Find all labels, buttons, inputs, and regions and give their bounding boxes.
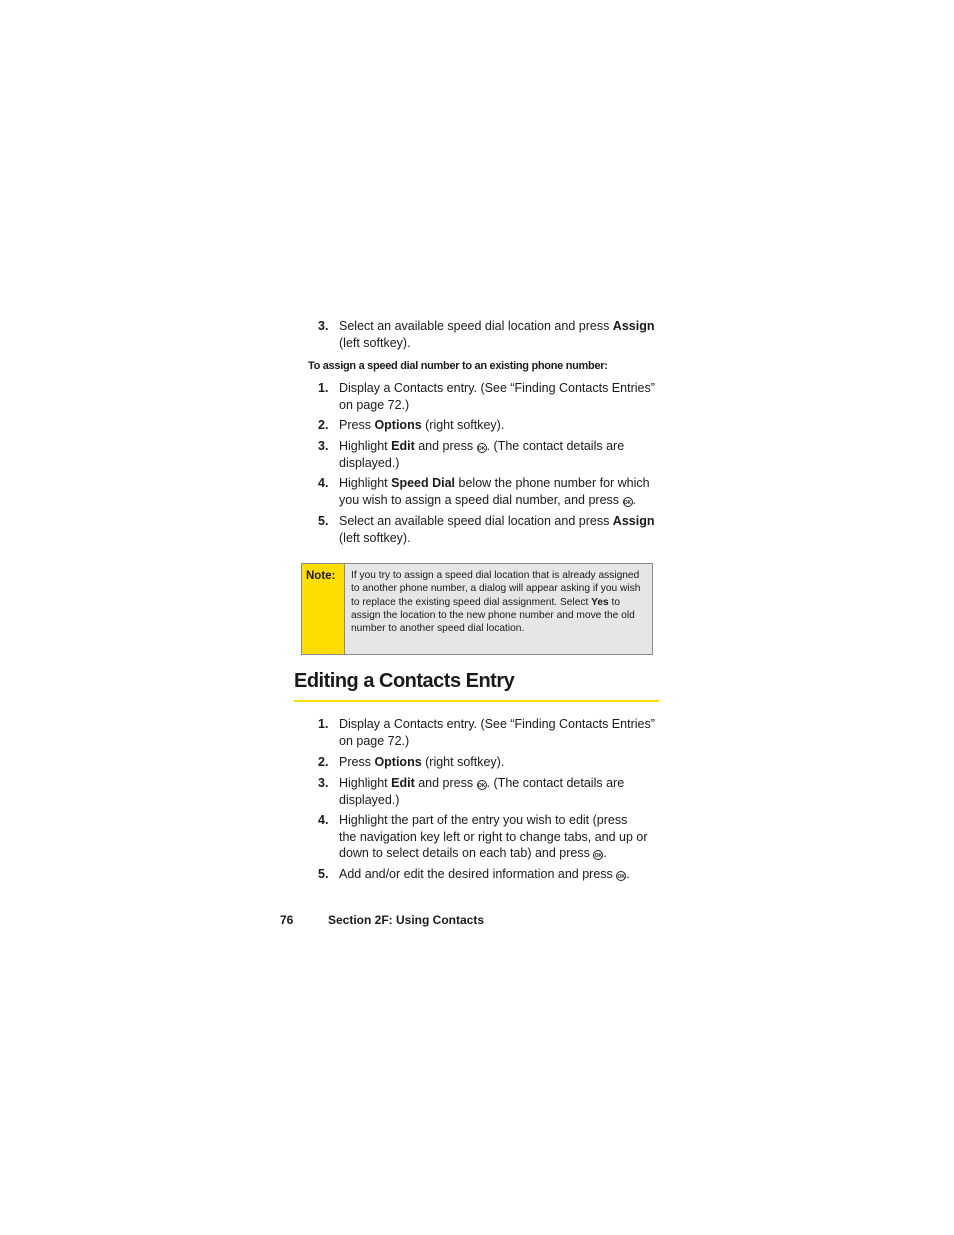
note-label-cell xyxy=(302,564,345,654)
section-title: Section 2F: Using Contacts xyxy=(328,913,485,927)
page-number: 76 xyxy=(280,913,294,927)
step-number: 3. xyxy=(318,319,329,333)
ok-key-icon: OK xyxy=(477,443,487,453)
ok-key-icon: OK xyxy=(616,871,626,881)
ok-key-icon: OK xyxy=(477,780,487,790)
note-label: Note: xyxy=(306,570,336,582)
section-heading: Editing a Contacts Entry xyxy=(294,670,515,692)
note-text: If you try to assign a speed dial location that is already assigned to another phone number, a dialog will appear asking if you wish to replace the existing speed dial assignment. Select Yes to assign the location to the new phone number and move the old number to another speed dial location. xyxy=(351,570,641,635)
note-box xyxy=(301,563,653,655)
ok-key-icon: OK xyxy=(593,850,603,860)
heading-underline xyxy=(294,700,659,702)
step-text: Select an available speed dial location and press Assign (left softkey). xyxy=(339,319,655,350)
procedure-subheading: To assign a speed dial number to an existing phone number: xyxy=(308,360,608,372)
ok-key-icon: OK xyxy=(623,497,633,507)
